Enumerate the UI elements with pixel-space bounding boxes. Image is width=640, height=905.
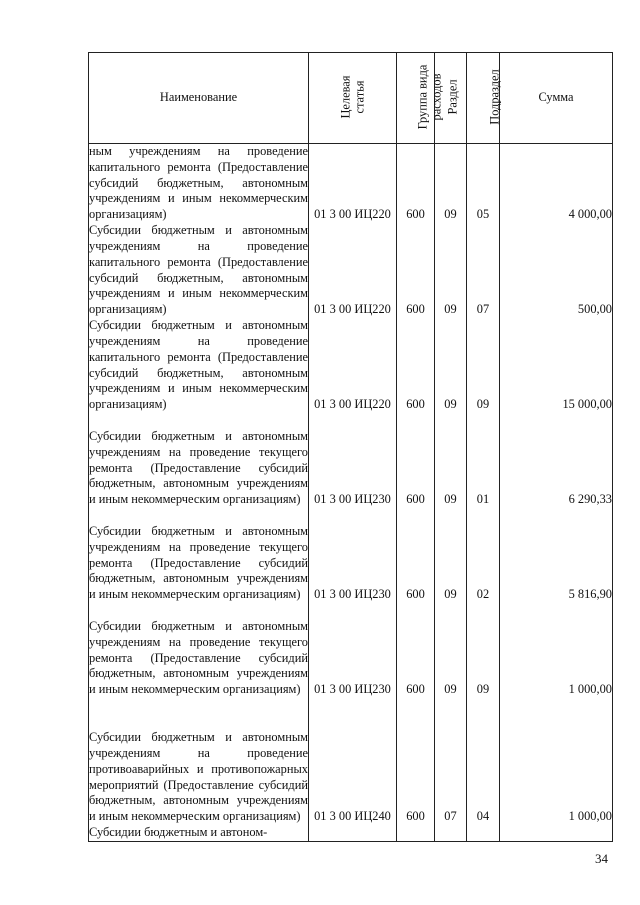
row-target: 01 3 00 ИЦ220 (309, 318, 397, 413)
table-row (89, 223, 613, 318)
row-subsection: 02 (467, 508, 500, 603)
table-row (89, 318, 613, 413)
header-expense-group: Группа вида расходов (397, 53, 435, 144)
row-sum: 1 000,00 (500, 698, 613, 825)
row-subsection: 01 (467, 413, 500, 508)
budget-table (88, 52, 613, 842)
row-section: 09 (435, 318, 467, 413)
row-target: 01 3 00 ИЦ240 (309, 698, 397, 825)
row-group: 600 (397, 508, 435, 603)
row-group (397, 825, 435, 842)
row-subsection: 05 (467, 144, 500, 224)
row-sum: 4 000,00 (500, 144, 613, 224)
row-sum: 500,00 (500, 223, 613, 318)
row-sum (500, 825, 613, 842)
row-section: 09 (435, 223, 467, 318)
row-section (435, 825, 467, 842)
header-section: Раздел (435, 53, 467, 144)
page-number: 34 (595, 851, 608, 866)
row-subsection: 09 (467, 603, 500, 698)
row-name: Субсидии бюджетным и автономным учреждениям на проведение текущего ремонта (Предоставление субсидий бюджетным, автономным учреждениям и иным некоммерческим организациям) (89, 603, 309, 698)
row-name: Субсидии бюджетным и автономным учреждениям на проведение капитального ремонта (Предоставление субсидий бюджетным, автономным учреждениям и иным некоммерческим организациям) (89, 318, 308, 412)
row-section: 09 (435, 413, 467, 508)
row-section: 09 (435, 508, 467, 603)
row-target: 01 3 00 ИЦ230 (309, 603, 397, 698)
table-row (89, 698, 613, 825)
row-sum: 6 290,33 (500, 413, 613, 508)
header-target-article: Целевая статья (309, 53, 397, 144)
row-sum: 1 000,00 (500, 603, 613, 698)
row-name: Субсидии бюджетным и автономным учреждениям на проведение капитального ремонта (Предоставление субсидий бюджетным, автономным учреждениям и иным некоммерческим организациям) (89, 223, 308, 317)
table-header-row (89, 53, 613, 144)
header-name: Наименование (89, 53, 309, 144)
row-sum: 5 816,90 (500, 508, 613, 603)
row-name: Субсидии бюджетным и автономным учреждениям на проведение текущего ремонта (Предоставление субсидий бюджетным, автономным учреждениям и иным некоммерческим организациям) (89, 508, 309, 603)
row-group: 600 (397, 413, 435, 508)
table-row (89, 603, 613, 698)
table-row (89, 413, 613, 508)
row-target: 01 3 00 ИЦ220 (309, 144, 397, 224)
header-sum: Сумма (500, 53, 613, 144)
row-section: 09 (435, 144, 467, 224)
table-row (89, 825, 613, 842)
row-group: 600 (397, 318, 435, 413)
row-subsection: 04 (467, 698, 500, 825)
row-group: 600 (397, 603, 435, 698)
row-target (309, 825, 397, 842)
row-target: 01 3 00 ИЦ230 (309, 413, 397, 508)
row-section: 07 (435, 698, 467, 825)
row-target: 01 3 00 ИЦ220 (309, 223, 397, 318)
row-subsection (467, 825, 500, 842)
row-name: ным учреждениям на проведение капитального ремонта (Предоставление субсидий бюджетным, автономным учреждениям и иным некоммерческим организациям) (89, 144, 308, 222)
table-row (89, 508, 613, 603)
row-group: 600 (397, 223, 435, 318)
row-group: 600 (397, 698, 435, 825)
row-subsection: 07 (467, 223, 500, 318)
row-section: 09 (435, 603, 467, 698)
table-row (89, 144, 613, 224)
row-sum: 15 000,00 (500, 318, 613, 413)
row-name: Субсидии бюджетным и автономным учреждениям на проведение текущего ремонта (Предоставление субсидий бюджетным, автономным учреждениям и иным некоммерческим организациям) (89, 413, 309, 508)
row-subsection: 09 (467, 318, 500, 413)
row-target: 01 3 00 ИЦ230 (309, 508, 397, 603)
row-group: 600 (397, 144, 435, 224)
header-subsection: Подраздел (467, 53, 500, 144)
row-name: Субсидии бюджетным и автоном- (89, 825, 309, 842)
row-name: Субсидии бюджетным и автономным учреждениям на проведение противоаварийных и противопожарных мероприятий (Предоставление субсидий бюджетным, автономным учреждениям и иным некоммерческим организациям) (89, 698, 309, 825)
